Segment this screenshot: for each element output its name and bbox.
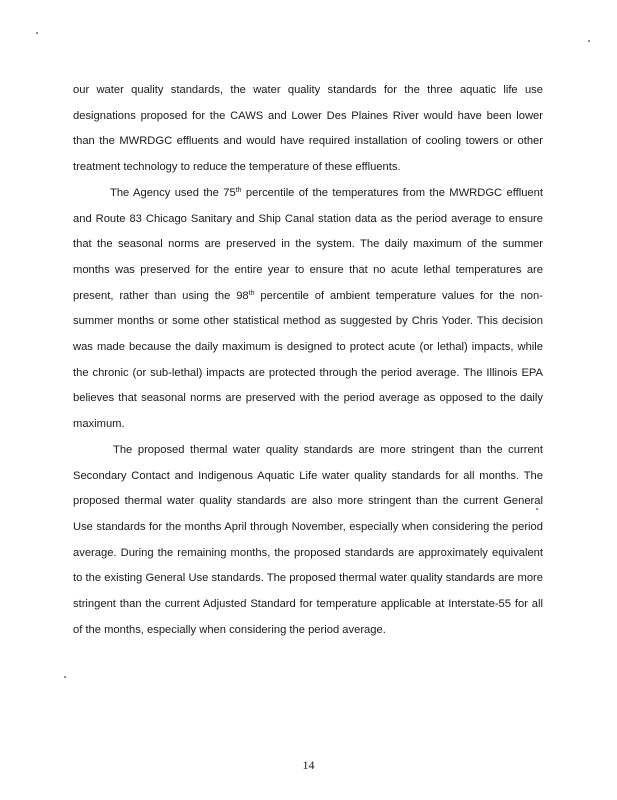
paragraph-2-text-a: The Agency used the 75 [110,186,236,199]
scan-speck [588,40,590,42]
document-body [73,78,543,643]
paragraph-3: The proposed thermal water quality standards are more stringent than the current Secondary Contact and Indigenous Aquatic Life water quality standards for all months. The proposed thermal water quality standards are also more stringent than the current General Use standards for the months April through November, especially when considering the period average. During the remaining months, the proposed standards are approximately equivalent to the existing General Use standards. The proposed thermal water quality standards are more stringent than the current Adjusted Standard for temperature applicable at Interstate-55 for all of the months, especially when considering the period average. [73,443,543,636]
superscript-th-2: th [248,289,255,297]
paragraph-2-text-b: percentile of the temperatures from the MWRDGC effluent and Route 83 Chicago Sanitary and Ship Canal station data as the period average to ensure that the seasonal norms are preserved in the system. The daily maximum of the summer months was preserved for the entire year to ensure that no acute lethal temperatures are present, rather than using the 98 [73,186,543,302]
paragraph-1: our water quality standards, the water quality standards for the three aquatic life use designations proposed for the CAWS and Lower Des Plaines River would have been lower than the MWRDGC effluents and would have required installation of cooling towers or other treatment technology to reduce the temperature of these effluents. [73,84,543,174]
paragraph-2-text-c: percentile of ambient temperature values for the non-summer months or some other statistical method as suggested by Chris Yoder. This decision was made because the daily maximum is designed to protect acute (or lethal) impacts, while the chronic (or sub-lethal) impacts are protected through the period average. The Illinois EPA believes that seasonal norms are preserved with the period average as opposed to the daily maximum. [73,289,543,431]
superscript-th-1: th [235,186,242,194]
scan-speck [536,508,538,510]
scan-speck [64,676,66,678]
page-number: 14 [302,758,315,772]
paragraph-2 [73,181,543,438]
scan-speck [36,32,38,34]
